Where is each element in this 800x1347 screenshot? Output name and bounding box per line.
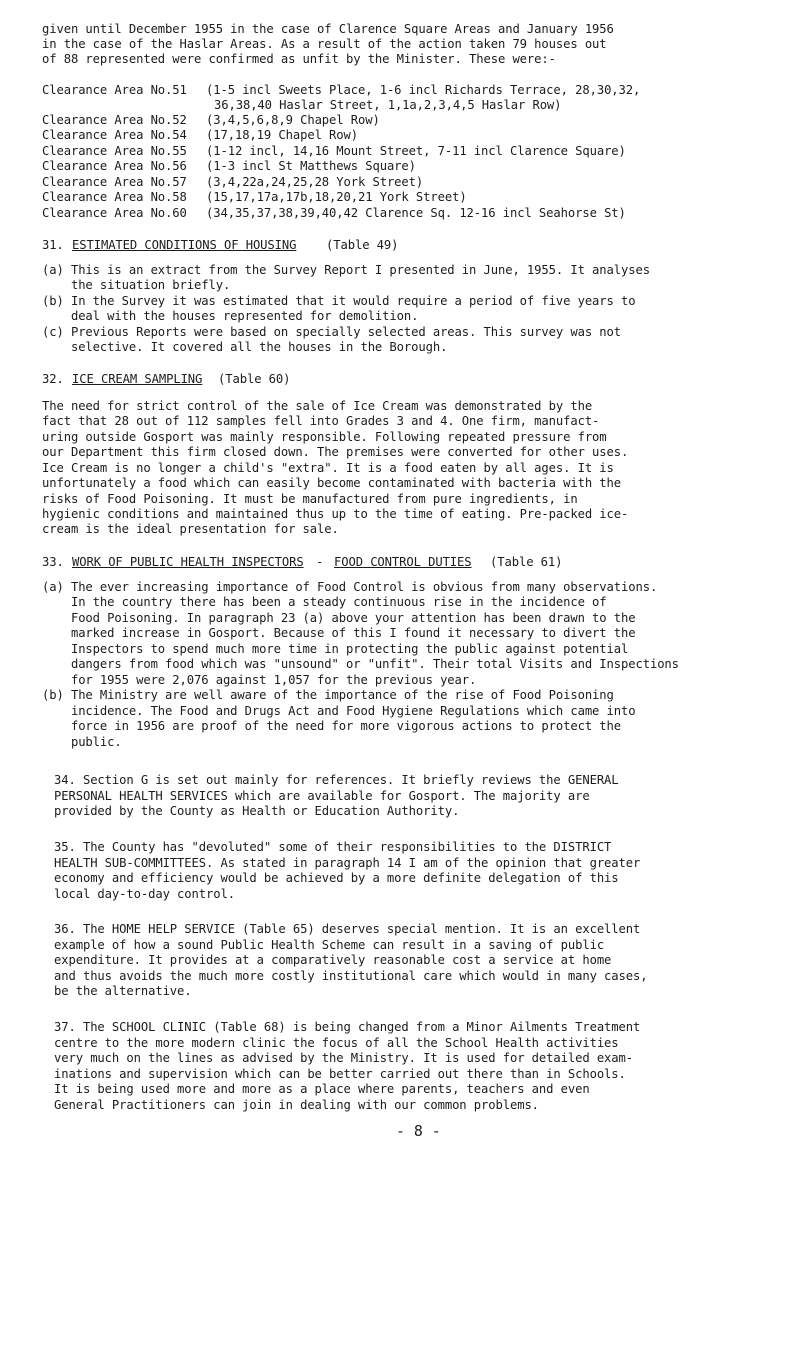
intro-line: given until December 1955 in the case of Clarence Square Areas and January 1956 <box>42 22 614 36</box>
clearance-area-detail: (3,4,22a,24,25,28 York Street) <box>206 175 424 189</box>
paragraph-line: the situation briefly. <box>42 278 231 292</box>
paragraph-line: (b) In the Survey it was estimated that it would require a period of five years to <box>42 294 636 308</box>
clearance-area-detail: (3,4,5,6,8,9 Chapel Row) <box>206 113 380 127</box>
paragraph-line: In the country there has been a steady continuous rise in the incidence of <box>42 595 607 609</box>
section-heading: ESTIMATED CONDITIONS OF HOUSING <box>72 238 297 252</box>
paragraph-line: unfortunately a food which can easily become contaminated with bacteria with the <box>42 476 622 490</box>
paragraph-line: dangers from food which was "unsound" or "unfit". Their total Visits and Inspections <box>42 657 679 671</box>
clearance-area-detail: (17,18,19 Chapel Row) <box>206 128 358 142</box>
intro-line: in the case of the Haslar Areas. As a result of the action taken 79 houses out <box>42 37 607 51</box>
paragraph-line: 35. The County has "devoluted" some of their responsibilities to the DISTRICT <box>54 840 612 854</box>
clearance-area-detail: (15,17,17a,17b,18,20,21 York Street) <box>206 190 467 204</box>
paragraph-line: uring outside Gosport was mainly responsible. Following repeated pressure from <box>42 430 607 444</box>
paragraph-line: (b) The Ministry are well aware of the importance of the rise of Food Poisoning <box>42 688 614 702</box>
paragraph-line: incidence. The Food and Drugs Act and Food Hygiene Regulations which came into <box>42 704 636 718</box>
paragraph-line: expenditure. It provides at a comparatively reasonable cost a service at home <box>54 953 612 967</box>
clearance-area-detail: (1-12 incl, 14,16 Mount Street, 7-11 incl Clarence Square) <box>206 144 626 158</box>
paragraph-line: local day-to-day control. <box>54 887 235 901</box>
paragraph-line: be the alternative. <box>54 984 192 998</box>
paragraph-line: (c) Previous Reports were based on specially selected areas. This survey was not <box>42 325 622 339</box>
clearance-area-label: Clearance Area No.60 <box>42 206 187 220</box>
paragraph-line: marked increase in Gosport. Because of this I found it necessary to divert the <box>42 626 636 640</box>
table-reference: (Table 60) <box>218 372 291 386</box>
clearance-area-label: Clearance Area No.51 <box>42 83 187 97</box>
table-reference: (Table 61) <box>490 555 563 569</box>
paragraph-line: PERSONAL HEALTH SERVICES which are available for Gosport. The majority are <box>54 789 590 803</box>
paragraph-line: force in 1956 are proof of the need for more vigorous actions to protect the <box>42 719 622 733</box>
paragraph-line: Inspectors to spend much more time in protecting the public against potential <box>42 642 629 656</box>
clearance-area-label: Clearance Area No.57 <box>42 175 187 189</box>
clearance-area-label: Clearance Area No.54 <box>42 128 187 142</box>
paragraph-line: Food Poisoning. In paragraph 23 (a) above your attention has been drawn to the <box>42 611 636 625</box>
page-number: - 8 - <box>396 1122 441 1140</box>
paragraph-line: Ice Cream is no longer a child's "extra". It is a food eaten by all ages. It is <box>42 461 614 475</box>
paragraph-line: cream is the ideal presentation for sale. <box>42 522 339 536</box>
paragraph-line: General Practitioners can join in dealing with our common problems. <box>54 1098 539 1112</box>
table-reference: (Table 49) <box>326 238 399 252</box>
paragraph-line: public. <box>42 735 122 749</box>
paragraph-line: (a) This is an extract from the Survey Report I presented in June, 1955. It analyses <box>42 263 650 277</box>
clearance-area-label: Clearance Area No.58 <box>42 190 187 204</box>
paragraph-line: selective. It covered all the houses in the Borough. <box>42 340 448 354</box>
clearance-area-detail: (1-5 incl Sweets Place, 1-6 incl Richards Terrace, 28,30,32, <box>206 83 641 97</box>
intro-line: of 88 represented were confirmed as unfit by the Minister. These were:- <box>42 52 556 66</box>
clearance-area-detail: (1-3 incl St Matthews Square) <box>206 159 416 173</box>
paragraph-line: It is being used more and more as a place where parents, teachers and even <box>54 1082 590 1096</box>
paragraph-line: 37. The SCHOOL CLINIC (Table 68) is being changed from a Minor Ailments Treatment <box>54 1020 641 1034</box>
clearance-area-label: Clearance Area No.55 <box>42 144 187 158</box>
paragraph-line: fact that 28 out of 112 samples fell into Grades 3 and 4. One firm, manufact- <box>42 414 600 428</box>
paragraph-line: very much on the lines as advised by the Ministry. It is used for detailed exam- <box>54 1051 634 1065</box>
paragraph-line: deal with the houses represented for demolition. <box>42 309 419 323</box>
paragraph-line: for 1955 were 2,076 against 1,057 for the previous year. <box>42 673 477 687</box>
heading-separator: - <box>316 555 324 569</box>
paragraph-line: (a) The ever increasing importance of Food Control is obvious from many observations. <box>42 580 658 594</box>
clearance-area-label: Clearance Area No.52 <box>42 113 187 127</box>
paragraph-line: inations and supervision which can be better carried out there than in Schools. <box>54 1067 626 1081</box>
section-subheading: FOOD CONTROL DUTIES <box>334 555 472 569</box>
paragraph-line: risks of Food Poisoning. It must be manufactured from pure ingredients, in <box>42 492 578 506</box>
paragraph-line: our Department this firm closed down. The premises were converted for other uses. <box>42 445 629 459</box>
paragraph-line: centre to the more modern clinic the focus of all the School Health activities <box>54 1036 619 1050</box>
paragraph-line: 34. Section G is set out mainly for references. It briefly reviews the GENERAL <box>54 773 619 787</box>
section-number: 33. <box>42 555 64 569</box>
paragraph-line: economy and efficiency would be achieved by a more definite delegation of this <box>54 871 619 885</box>
paragraph-line: HEALTH SUB-COMMITTEES. As stated in paragraph 14 I am of the opinion that greater <box>54 856 641 870</box>
section-heading: WORK OF PUBLIC HEALTH INSPECTORS <box>72 555 304 569</box>
paragraph-line: example of how a sound Public Health Scheme can result in a saving of public <box>54 938 605 952</box>
paragraph-line: The need for strict control of the sale of Ice Cream was demonstrated by the <box>42 399 593 413</box>
clearance-area-detail-cont: 36,38,40 Haslar Street, 1,1a,2,3,4,5 Haslar Row) <box>214 98 562 112</box>
section-number: 31. <box>42 238 64 252</box>
paragraph-line: and thus avoids the much more costly institutional care which would in many cases, <box>54 969 648 983</box>
section-number: 32. <box>42 372 64 386</box>
clearance-area-detail: (34,35,37,38,39,40,42 Clarence Sq. 12-16 incl Seahorse St) <box>206 206 626 220</box>
paragraph-line: hygienic conditions and maintained thus up to the time of eating. Pre-packed ice- <box>42 507 629 521</box>
section-heading: ICE CREAM SAMPLING <box>72 372 203 386</box>
paragraph-line: 36. The HOME HELP SERVICE (Table 65) deserves special mention. It is an excellent <box>54 922 641 936</box>
paragraph-line: provided by the County as Health or Education Authority. <box>54 804 460 818</box>
clearance-area-label: Clearance Area No.56 <box>42 159 187 173</box>
